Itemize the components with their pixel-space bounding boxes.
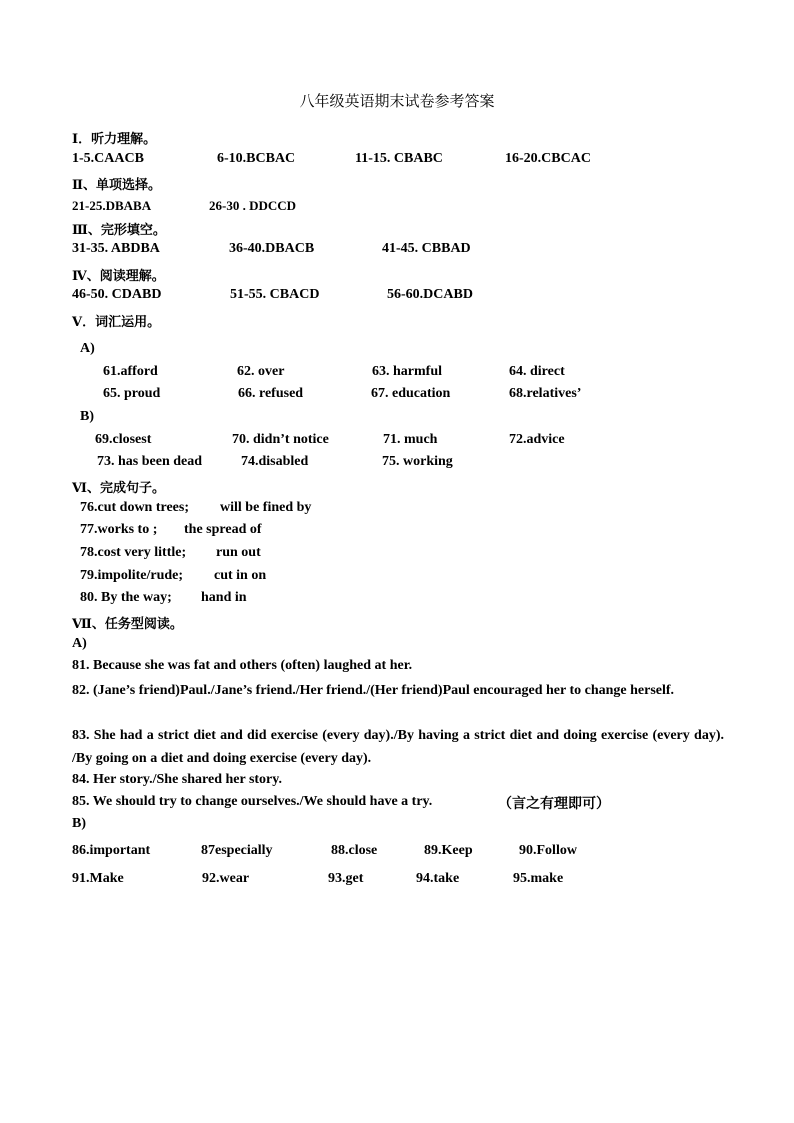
answer-68: 68.relatives’ <box>509 386 582 401</box>
answer-79-a: 79.impolite/rude; <box>80 568 184 583</box>
answer-85: 85. We should try to change ourselves./We should have a try. <box>72 794 433 809</box>
answer-74: 74.disabled <box>241 454 309 469</box>
answer-51-55: 51-55. CBACD <box>230 287 320 302</box>
answer-77-a: 77.works to ; <box>80 522 158 537</box>
answer-89: 89.Keep <box>424 843 473 858</box>
answer-73: 73. has been dead <box>97 454 203 469</box>
section-2-header: Ⅱ、单项选择。 <box>72 177 161 192</box>
answer-26-30: 26-30 . DDCCD <box>209 198 297 213</box>
answer-86: 86.important <box>72 843 151 858</box>
answer-62: 62. over <box>237 364 285 379</box>
answer-66: 66. refused <box>238 386 304 401</box>
answer-69: 69.closest <box>95 432 152 447</box>
answer-85-note: （言之有理即可） <box>498 797 610 812</box>
answer-36-40: 36-40.DBACB <box>229 241 315 256</box>
answer-75: 75. working <box>382 454 453 469</box>
answer-78-b: run out <box>216 545 261 560</box>
answer-11-15: 11-15. CBABC <box>355 151 443 166</box>
answer-63: 63. harmful <box>372 364 442 379</box>
section-7-part-a: A) <box>72 636 87 651</box>
answer-46-50: 46-50. CDABD <box>72 287 162 302</box>
section-1-header: Ⅰ．听力理解。 <box>72 131 157 146</box>
answer-93: 93.get <box>328 871 364 886</box>
answer-92: 92.wear <box>202 871 250 886</box>
section-7-part-b: B) <box>72 816 86 831</box>
answer-61: 61.afford <box>103 364 158 379</box>
answer-76-b: will be fined by <box>220 500 312 515</box>
answer-67: 67. education <box>371 386 451 401</box>
answer-80-b: hand in <box>201 590 247 605</box>
answer-94: 94.take <box>416 871 460 886</box>
section-5-header: Ⅴ．词汇运用。 <box>72 314 161 329</box>
answer-77-b: the spread of <box>184 522 262 537</box>
answer-82: 82. (Jane’s friend)Paul./Jane’s friend./Her friend./(Her friend)Paul encouraged her to change herself. <box>72 683 675 698</box>
answer-21-25: 21-25.DBABA <box>72 198 152 213</box>
answer-16-20: 16-20.CBCAC <box>505 151 591 166</box>
answer-90: 90.Follow <box>519 843 577 858</box>
answer-83: 83. She had a strict diet and did exercise (every day)./By having a strict diet and doing exercise (every day). /By going on a diet and doing exercise (every day). <box>72 728 724 766</box>
answer-6-10: 6-10.BCBAC <box>217 151 296 166</box>
answer-65: 65. proud <box>103 386 161 401</box>
answer-84: 84. Her story./She shared her story. <box>72 772 282 787</box>
section-7-header: Ⅶ、任务型阅读。 <box>72 616 183 631</box>
answer-31-35: 31-35. ABDBA <box>72 241 160 256</box>
section-4-header: Ⅳ、阅读理解。 <box>72 268 165 283</box>
answer-56-60: 56-60.DCABD <box>387 287 473 302</box>
answer-88: 88.close <box>331 843 378 858</box>
answer-70: 70. didn’t notice <box>232 432 329 447</box>
answer-71: 71. much <box>383 432 438 447</box>
answer-76-a: 76.cut down trees; <box>80 500 190 515</box>
answer-78-a: 78.cost very little; <box>80 545 187 560</box>
page-title: 八年级英语期末试卷参考答案 <box>299 94 495 110</box>
answer-72: 72.advice <box>509 432 565 447</box>
answer-91: 91.Make <box>72 871 124 886</box>
section-3-header: Ⅲ、完形填空。 <box>72 222 166 237</box>
section-6-header: Ⅵ、完成句子。 <box>72 480 165 495</box>
answer-64: 64. direct <box>509 364 565 379</box>
answer-87: 87especially <box>201 843 273 858</box>
answer-80-a: 80. By the way; <box>80 590 172 605</box>
answer-95: 95.make <box>513 871 564 886</box>
answer-1-5: 1-5.CAACB <box>72 151 144 166</box>
answer-41-45: 41-45. CBBAD <box>382 241 471 256</box>
answer-81: 81. Because she was fat and others (often) laughed at her. <box>72 658 413 673</box>
section-5-part-a: A) <box>80 341 95 356</box>
answer-79-b: cut in on <box>214 568 267 583</box>
section-5-part-b: B) <box>80 409 94 424</box>
